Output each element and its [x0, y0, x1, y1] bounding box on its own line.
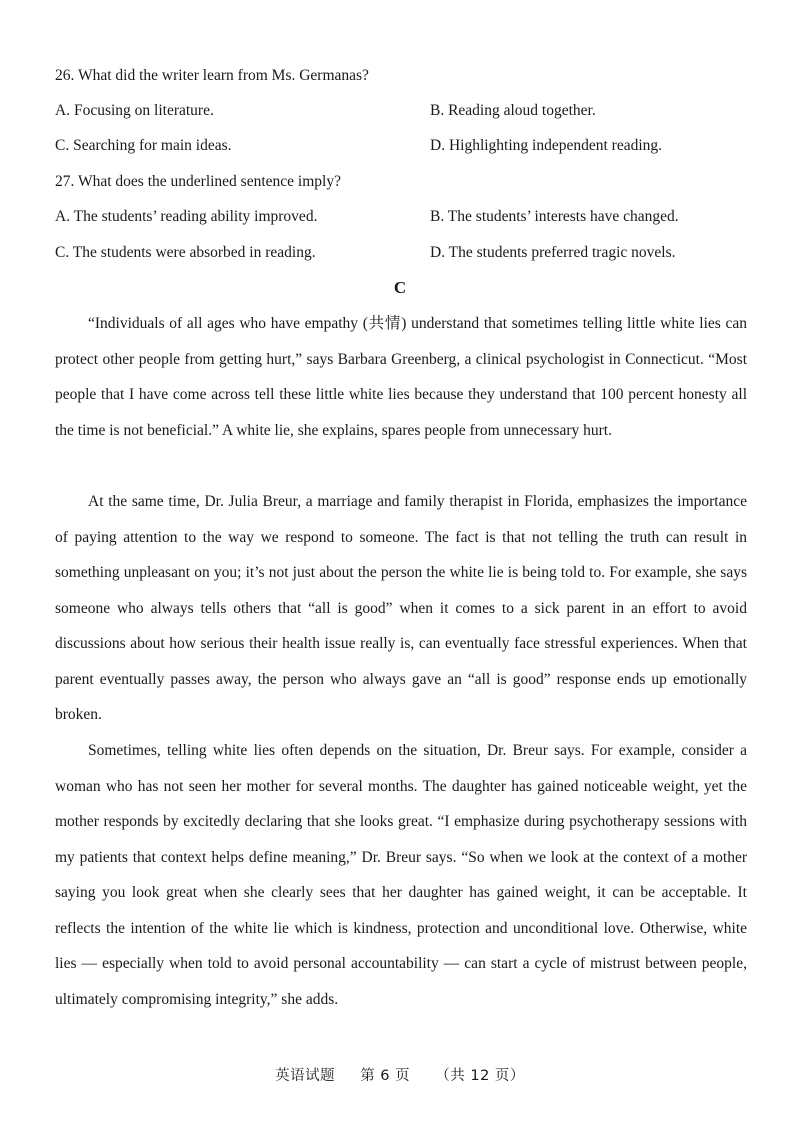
question-27-option-d: D. The students preferred tragic novels.: [430, 244, 676, 261]
question-26-option-a: A. Focusing on literature.: [55, 102, 214, 119]
question-27-option-a: A. The students’ reading ability improved.: [55, 208, 318, 225]
question-26-stem: [55, 66, 369, 86]
question-text: What did the writer learn from Ms. Germanas?: [77, 67, 369, 84]
question-number: 27.: [55, 173, 75, 190]
question-27-option-b: B. The students’ interests have changed.: [430, 208, 679, 225]
footer-total-pages: （共 12 页）: [435, 1068, 525, 1084]
question-26-option-d: D. Highlighting independent reading.: [430, 137, 663, 154]
question-26-option-b: B. Reading aloud together.: [430, 102, 596, 119]
page-footer: [0, 1064, 800, 1085]
question-number: 26.: [55, 67, 75, 84]
question-27-option-c: C. The students were absorbed in reading.: [55, 244, 316, 261]
footer-subject: 英语试题: [275, 1068, 336, 1084]
section-label: C: [393, 278, 407, 297]
passage-paragraph-1: “Individuals of all ages who have empathy (共情) understand that sometimes telling little white lies can protect other people from getting hurt,” says Barbara Greenberg, a clinical psychologist in Connecticut. “Most people that I have come across tell these little white lies because they understand that 100 percent honesty all the time is not beneficial.” A white lie, she explains, spares people from unnecessary hurt.: [55, 315, 747, 439]
passage-paragraph-3: Sometimes, telling white lies often depends on the situation, Dr. Breur says. For example, consider a woman who has not seen her mother for several months. The daughter has gained noticeable weight, yet the mother responds by excitedly declaring that she looks great. “I emphasize during psychotherapy sessions with my patients that context helps define meaning,” Dr. Breur says. “So when we look at the context of a mother saying you look great when she clearly sees that her daughter has gained weight, it can be acceptable. It reflects the intention of the white lie which is kindness, protection and unconditional love. Otherwise, white lies — especially when told to avoid personal accountability — can start a cycle of mistrust between people, ultimately compromising integrity,” she adds.: [55, 742, 747, 1008]
question-text: What does the underlined sentence imply?: [77, 173, 341, 190]
passage-paragraph-2: At the same time, Dr. Julia Breur, a marriage and family therapist in Florida, emphasizes the importance of paying attention to the way we respond to someone. The fact is that not telling the truth can result in something unpleasant on you; it’s not just about the person the white lie is being told to. For example, she says someone who always tells others that “all is good” when it comes to a sick parent in an effort to avoid discussions about how serious their health issue really is, can eventually face stressful experiences. When that parent eventually passes away, the person who always gave an “all is good” response ends up emotionally broken.: [55, 493, 747, 723]
question-27-stem: [55, 172, 341, 192]
footer-page-number: 第 6 页: [360, 1068, 411, 1084]
question-26-option-c: C. Searching for main ideas.: [55, 137, 232, 154]
